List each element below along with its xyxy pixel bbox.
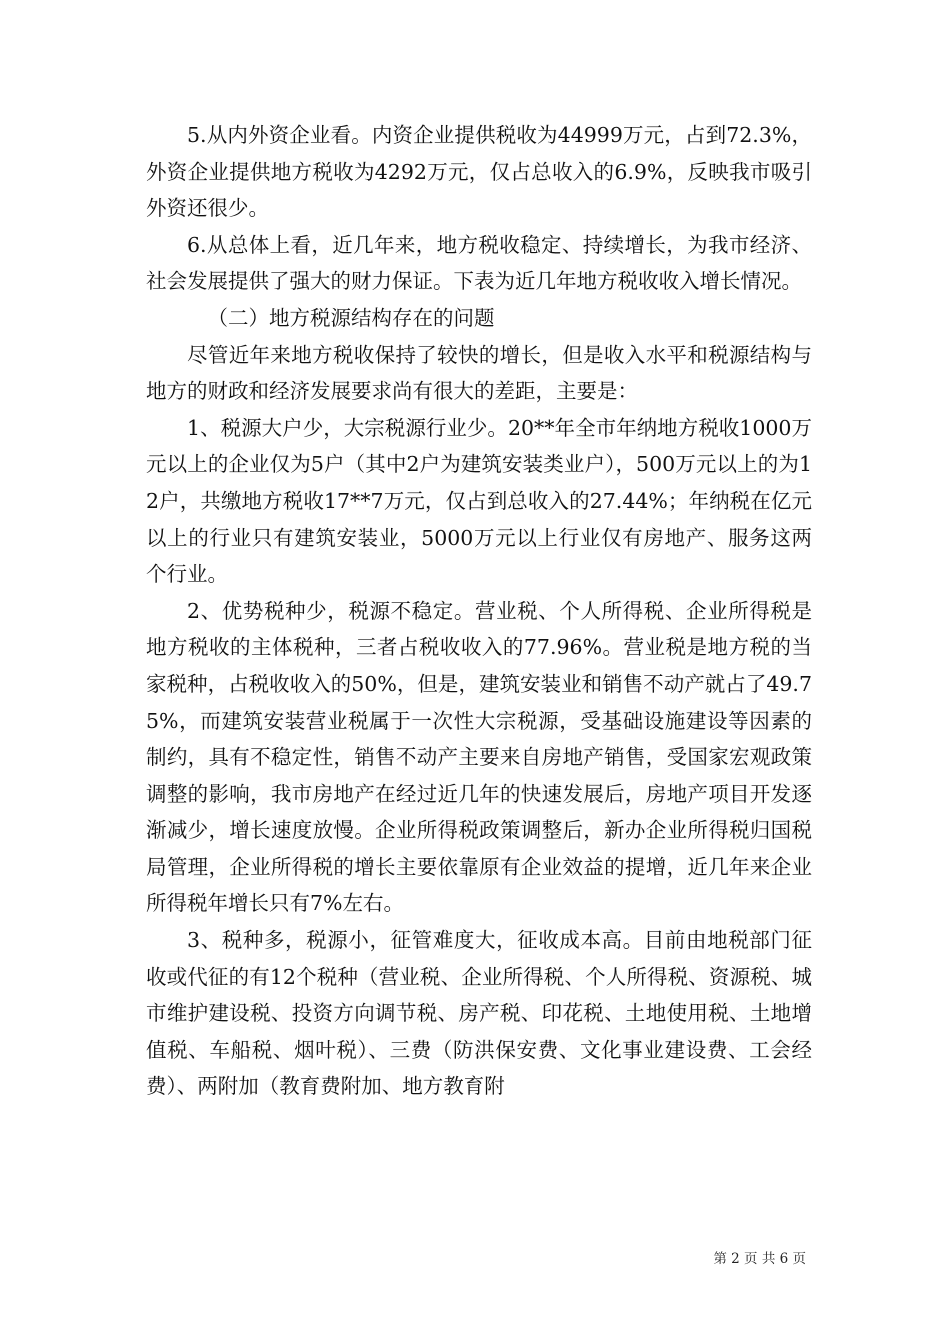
section-heading: （二）地方税源结构存在的问题 (207, 305, 495, 330)
paragraph-intro-problems: 尽管近年来地方税收保持了较快的增长，但是收入水平和税源结构与地方的财政和经济发展要求尚有很大的差距，主要是： (146, 342, 812, 404)
paragraph-problem-3: 3、税种多，税源小，征管难度大，征收成本高。目前由地税部门征收或代征的有12个税种（营业税、企业所得税、个人所得税、资源税、城市维护建设税、投资方向调节税、房产税、印花税、土地使用税、土地增值税、车船税、烟叶税）、三费（防洪保安费、文化事业建设费、工会经费）、两附加（教育费附加、地方教育附 (146, 928, 812, 1099)
paragraph-overall-growth: 6.从总体上看，近几年来，地方税收稳定、持续增长，为我市经济、社会发展提供了强大的财力保证。下表为近几年地方税收收入增长情况。 (146, 232, 812, 294)
page-number-footer: 第 2 页 共 6 页 (713, 1251, 806, 1267)
paragraph-problem-2: 2、优势税种少，税源不稳定。营业税、个人所得税、企业所得税是地方税收的主体税种，三者占税收收入的77.96%。营业税是地方税的当家税种，占税收收入的50%，但是，建筑安装业和销售不动产就占了49.75%，而建筑安装营业税属于一次性大宗税源，受基础设施建设等因素的制约，具有不稳定性，销售不动产主要来自房地产销售，受国家宏观政策调整的影响，我市房地产在经过近几年的快速发展后，房地产项目开发逐渐减少，增长速度放慢。企业所得税政策调整后，新办企业所得税归国税局管理，企业所得税的增长主要依靠原有企业效益的提增，近几年来企业所得税年增长只有7%左右。 (146, 598, 812, 916)
paragraph-problem-1: 1、税源大户少，大宗税源行业少。20**年全市年纳地方税收1000万元以上的企业仅为5户（其中2户为建筑安装类业户），500万元以上的为12户，共缴地方税收17**7万元，仅占到总收入的27.44%；年纳税在亿元以上的行业只有建筑安装业，5000万元以上行业仅有房地产、服务这两个行业。 (146, 415, 812, 587)
body-text (146, 117, 812, 1105)
paragraph-foreign-investment: 5.从内外资企业看。内资企业提供税收为44999万元，占到72.3%，外资企业提供地方税收为4292万元，仅占总收入的6.9%，反映我市吸引外资还很少。 (146, 123, 812, 221)
